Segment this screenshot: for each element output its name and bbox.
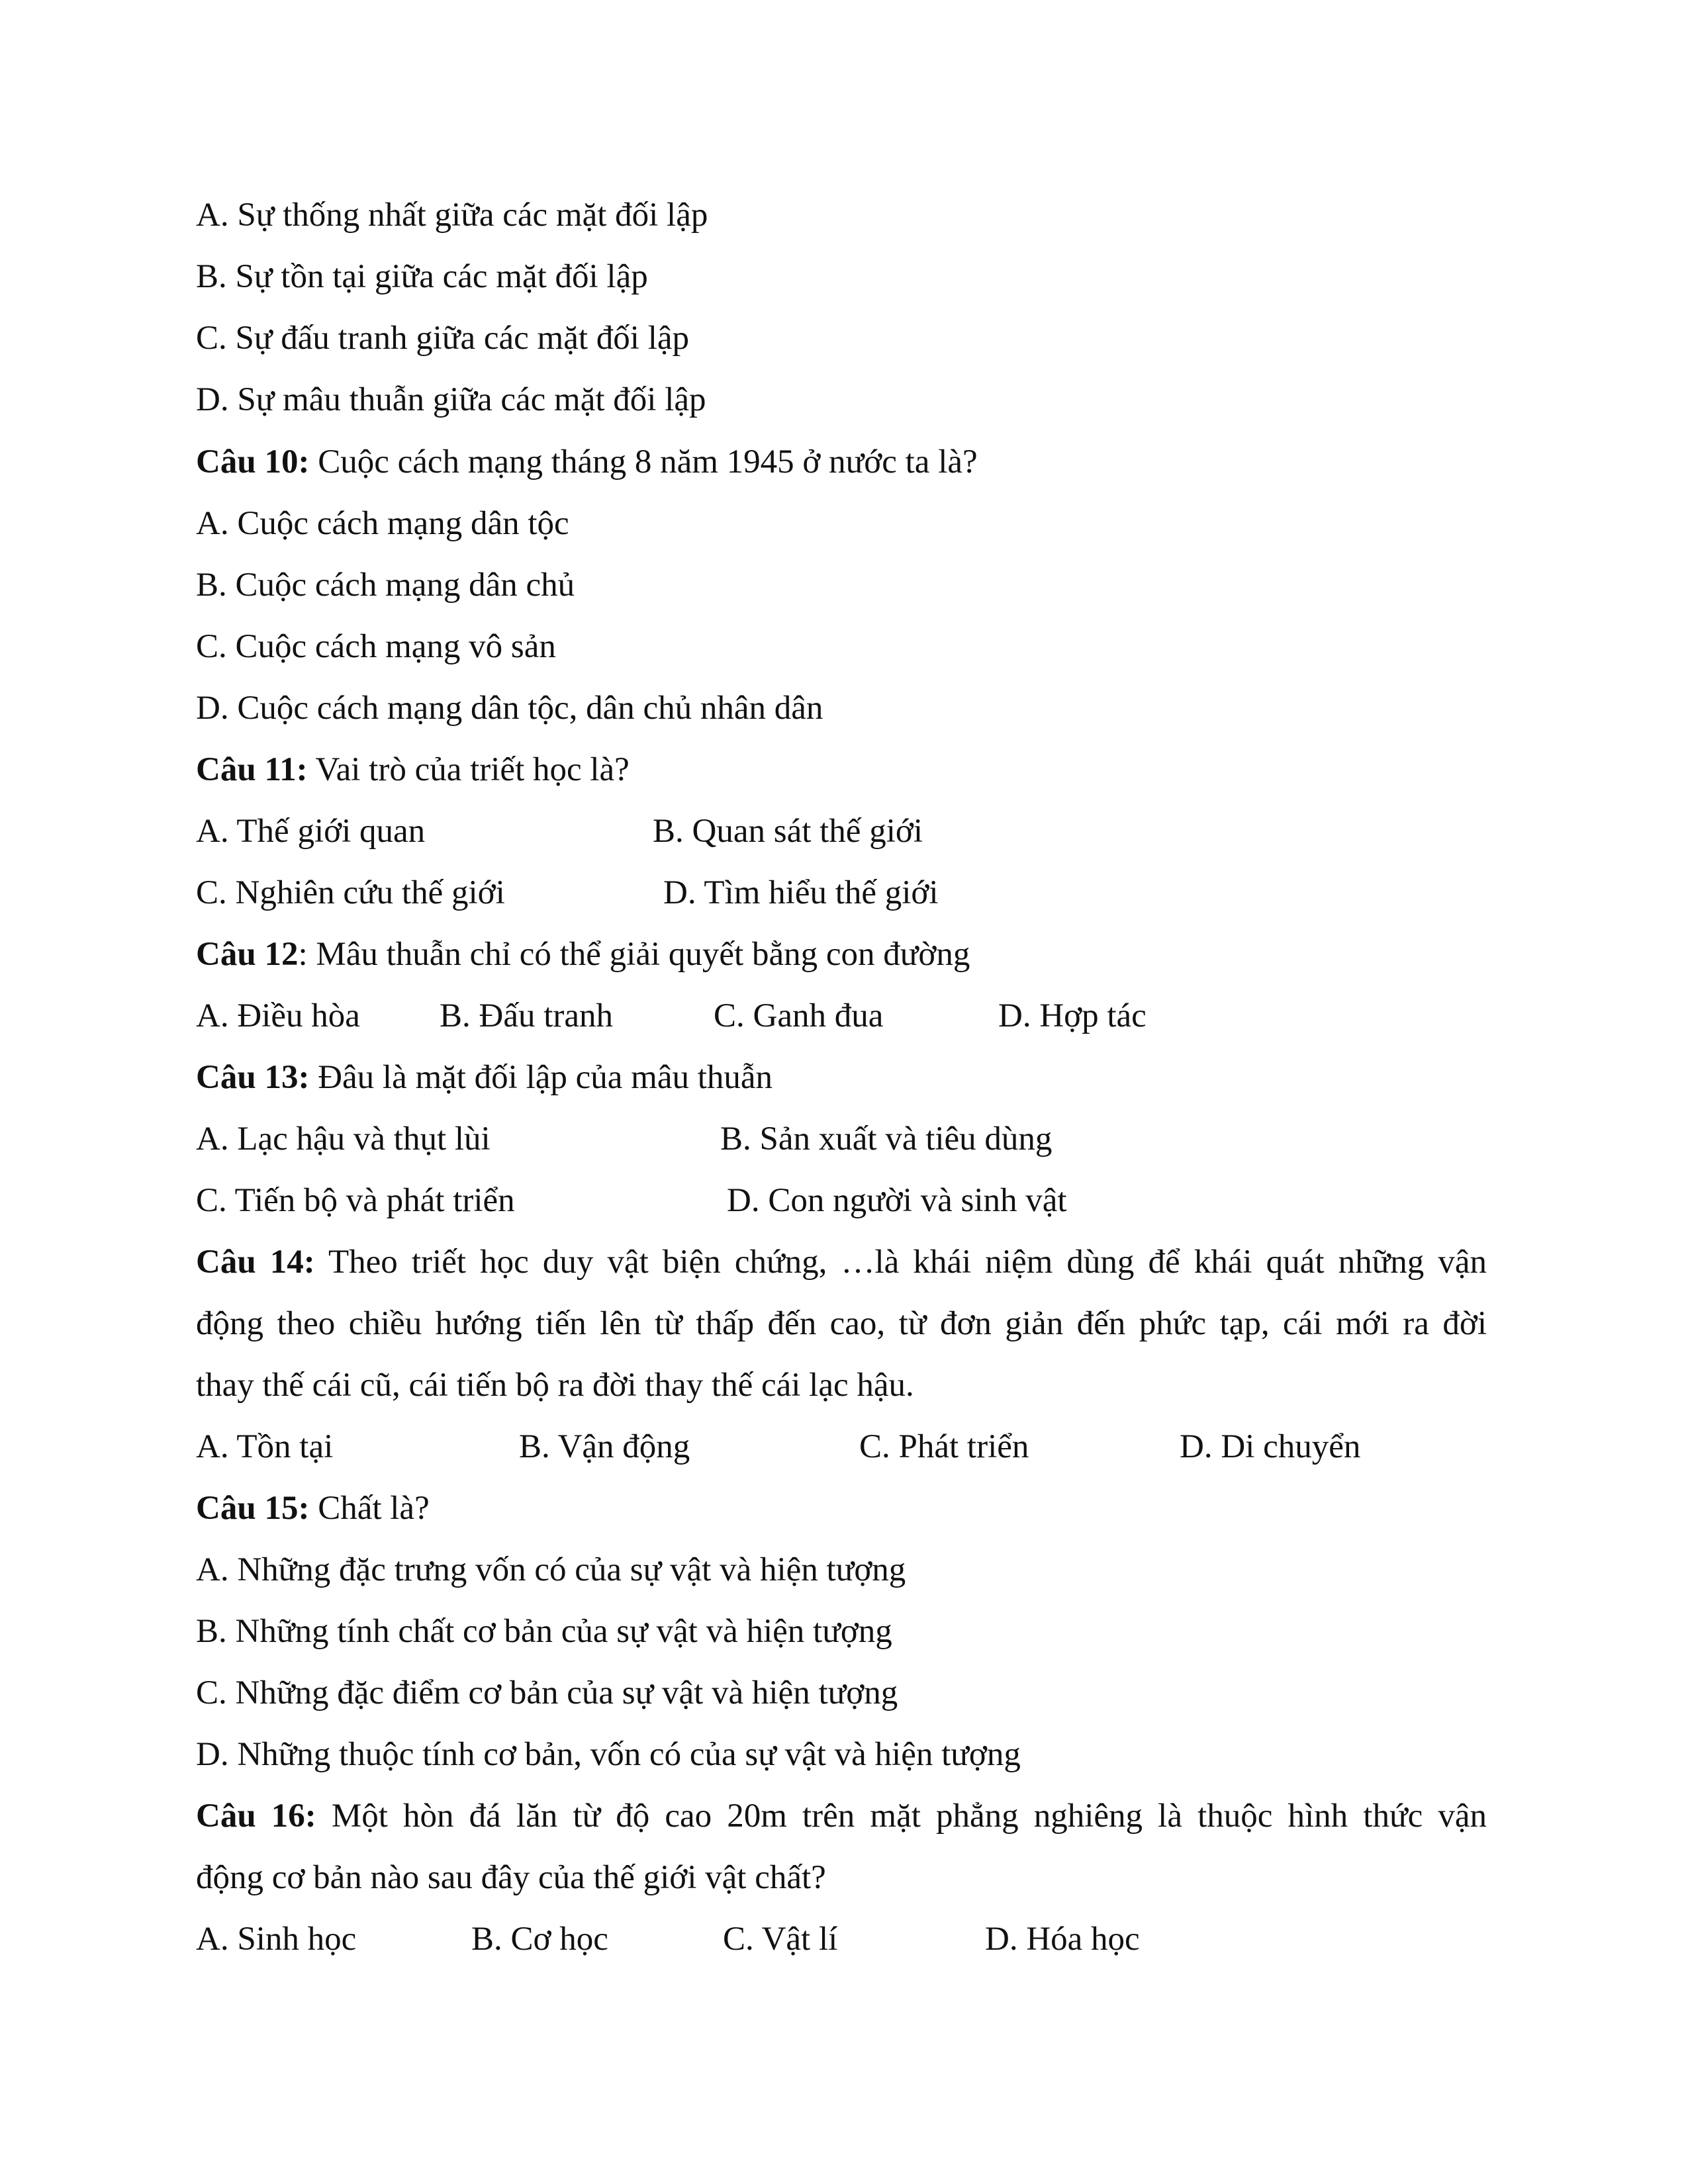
- q11-option-a: A. Thế giới quan: [196, 813, 426, 850]
- q14-stem-line2: động theo chiều hướng tiến lên từ thấp đến cao, từ đơn giản đến phức tạp, cái mới ra đời: [196, 1305, 1487, 1342]
- q16-label: Câu 16:: [196, 1797, 316, 1835]
- q14-stem-line1: [196, 1242, 1487, 1282]
- q13-option-c: C. Tiến bộ và phát triển: [196, 1182, 515, 1219]
- q9-option-c: C. Sự đấu tranh giữa các mặt đối lập: [196, 320, 690, 357]
- q10-option-a: A. Cuộc cách mạng dân tộc: [196, 505, 569, 542]
- q15-option-b: B. Những tính chất cơ bản của sự vật và hiện tượng: [196, 1613, 892, 1650]
- q10-label: Câu 10:: [196, 443, 310, 480]
- q14-text-line1: Theo triết học duy vật biện chứng, …là khái niệm dùng để khái quát những vận: [314, 1244, 1487, 1281]
- q10-stem: [196, 442, 978, 482]
- q14-option-c: C. Phát triển: [859, 1428, 1029, 1465]
- q10-text: Cuộc cách mạng tháng 8 năm 1945 ở nước ta là?: [309, 443, 978, 480]
- q9-option-b: B. Sự tồn tại giữa các mặt đối lập: [196, 258, 648, 295]
- q12-option-b: B. Đấu tranh: [440, 997, 614, 1034]
- q11-text: Vai trò của triết học là?: [307, 751, 630, 788]
- q11-option-b: B. Quan sát thế giới: [653, 813, 923, 850]
- q10-option-b: B. Cuộc cách mạng dân chủ: [196, 567, 575, 604]
- q9-option-d: D. Sự mâu thuẫn giữa các mặt đối lập: [196, 381, 706, 418]
- q14-stem-line3: thay thế cái cũ, cái tiến bộ ra đời thay thế cái lạc hậu.: [196, 1367, 914, 1404]
- q9-option-a: A. Sự thống nhất giữa các mặt đối lập: [196, 197, 708, 234]
- q16-option-b: B. Cơ học: [471, 1921, 608, 1958]
- q14-label: Câu 14:: [196, 1244, 315, 1281]
- q15-stem: [196, 1488, 430, 1528]
- q16-option-a: A. Sinh học: [196, 1921, 357, 1958]
- q12-option-c: C. Ganh đua: [714, 997, 884, 1034]
- q16-option-d: D. Hóa học: [985, 1921, 1140, 1958]
- q12-stem: [196, 934, 970, 974]
- q12-option-a: A. Điều hòa: [196, 997, 360, 1034]
- q12-option-d: D. Hợp tác: [998, 997, 1147, 1034]
- q16-stem-line1: [196, 1796, 1487, 1836]
- q11-stem: [196, 750, 630, 790]
- q15-option-d: D. Những thuộc tính cơ bản, vốn có của sự vật và hiện tượng: [196, 1736, 1021, 1773]
- q13-stem: [196, 1058, 773, 1097]
- q13-label: Câu 13:: [196, 1059, 310, 1096]
- q14-option-a: A. Tồn tại: [196, 1428, 334, 1465]
- q11-option-d: D. Tìm hiểu thế giới: [663, 874, 939, 911]
- q12-text: : Mâu thuẫn chỉ có thể giải quyết bằng con đường: [298, 936, 970, 973]
- q11-label: Câu 11:: [196, 751, 308, 788]
- q13-option-b: B. Sản xuất và tiêu dùng: [720, 1120, 1053, 1158]
- q14-option-d: D. Di chuyển: [1180, 1428, 1361, 1465]
- q16-stem-line2: động cơ bản nào sau đây của thế giới vật chất?: [196, 1859, 826, 1896]
- q16-option-c: C. Vật lí: [723, 1921, 838, 1958]
- q15-label: Câu 15:: [196, 1490, 310, 1527]
- q15-option-a: A. Những đặc trưng vốn có của sự vật và hiện tượng: [196, 1551, 906, 1588]
- q11-option-c: C. Nghiên cứu thế giới: [196, 874, 505, 911]
- q14-option-b: B. Vận động: [519, 1428, 690, 1465]
- q10-option-c: C. Cuộc cách mạng vô sản: [196, 628, 556, 665]
- q16-text-line1: Một hòn đá lăn từ độ cao 20m trên mặt phẳng nghiêng là thuộc hình thức vận: [316, 1797, 1487, 1835]
- q12-label: Câu 12: [196, 936, 299, 973]
- q13-text: Đâu là mặt đối lập của mâu thuẫn: [309, 1059, 773, 1096]
- q10-option-d: D. Cuộc cách mạng dân tộc, dân chủ nhân dân: [196, 690, 823, 727]
- q15-text: Chất là?: [309, 1490, 430, 1527]
- q13-option-d: D. Con người và sinh vật: [727, 1182, 1067, 1219]
- q15-option-c: C. Những đặc điểm cơ bản của sự vật và hiện tượng: [196, 1674, 898, 1711]
- q13-option-a: A. Lạc hậu và thụt lùi: [196, 1120, 491, 1158]
